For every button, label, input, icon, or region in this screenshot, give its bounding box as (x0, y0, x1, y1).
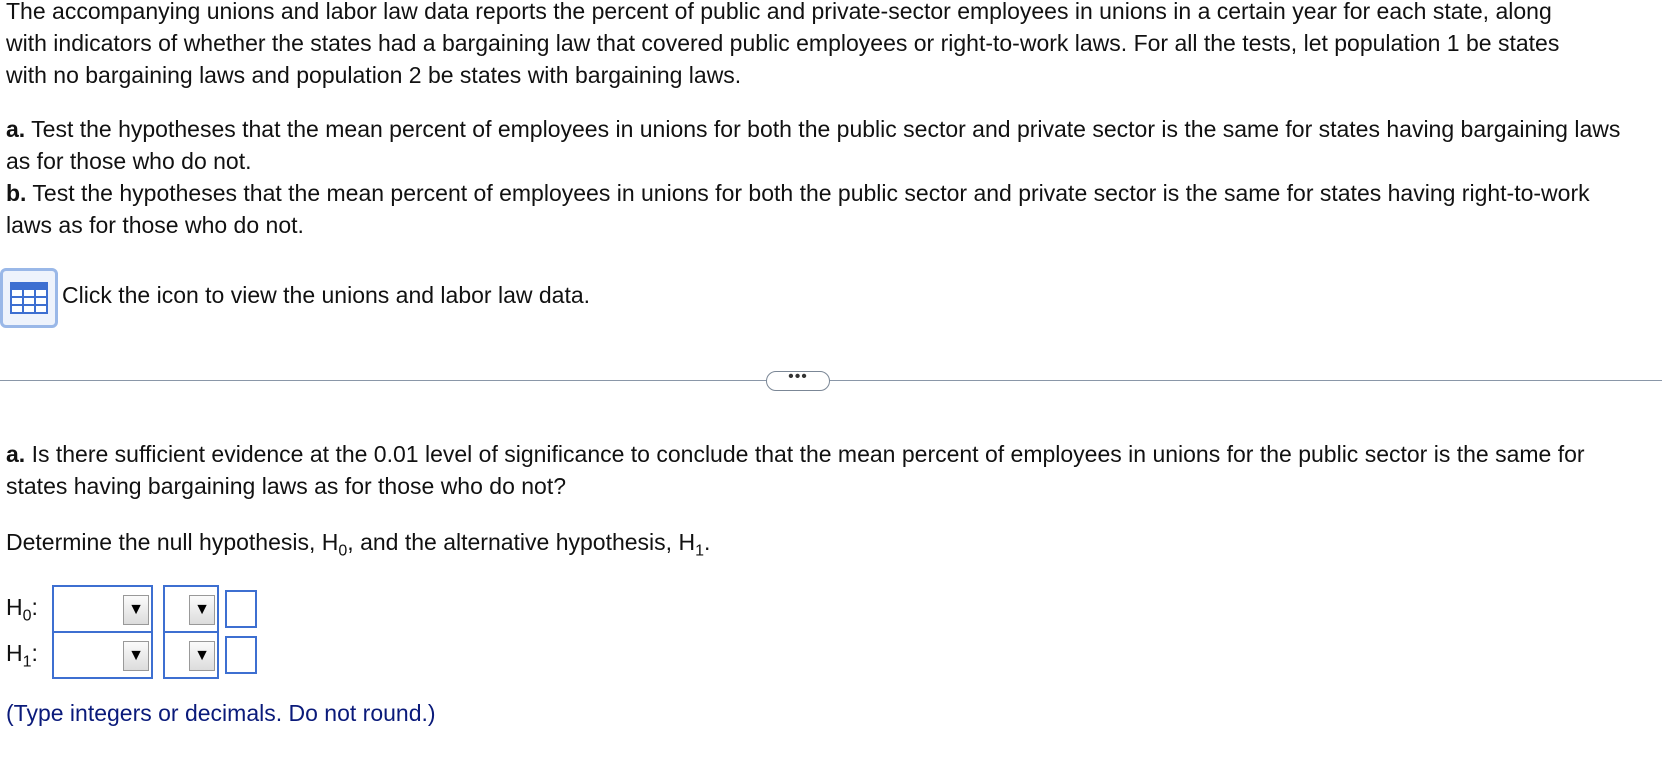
determine-suffix: . (703, 529, 711, 555)
part-a-label: a. (6, 116, 26, 142)
question-a-text: Is there sufficient evidence at the 0.01 level of significance to conclude that the mean percent of employees in unions for the public sector is the same for states having bargaining laws as for those who do not? (6, 441, 1585, 499)
determine-prefix: Determine the null hypothesis, H (6, 529, 339, 555)
determine-middle: , and the alternative hypothesis, H (347, 529, 696, 555)
problem-parts (6, 113, 1626, 241)
table-grid-icon[interactable] (0, 268, 58, 328)
h0-value-input[interactable] (225, 590, 257, 628)
h1-colon: : (31, 640, 38, 666)
answer-format-note: (Type integers or decimals. Do not round.) (6, 700, 436, 726)
h0-label-subscript: 0 (22, 607, 32, 625)
question-a (6, 438, 1646, 502)
h0-letter: H (6, 594, 23, 620)
expand-more-button[interactable]: ••• (766, 371, 830, 391)
data-link-text: Click the icon to view the unions and labor law data. (62, 282, 591, 308)
part-b-text: Test the hypotheses that the mean percent of employees in unions for both the public sector and private sector is the same for states having right-to-work laws as for those who do not. (6, 180, 1590, 238)
h1-value-input[interactable] (225, 636, 257, 674)
h0-colon: : (31, 594, 38, 620)
section-divider (0, 380, 1662, 381)
h0-subscript: 0 (338, 542, 348, 560)
h0-label (6, 591, 52, 623)
h1-label-subscript: 1 (22, 653, 32, 671)
h0-parameter-select[interactable] (52, 585, 153, 633)
h0-row (6, 585, 257, 633)
data-link (0, 268, 590, 328)
h1-parameter-select[interactable] (52, 631, 153, 679)
intro-text: The accompanying unions and labor law data reports the percent of public and private-sector employees in unions in a certain year for each state, along with indicators of whether the states had a bargaining law that covered public employees or right-to-work laws. For all the tests, let population 1 be states with no bargaining laws and population 2 be states with bargaining laws. (6, 0, 1560, 88)
h1-subscript: 1 (695, 542, 704, 560)
h1-label (6, 637, 52, 669)
question-a-label: a. (6, 441, 26, 467)
part-b-label: b. (6, 180, 27, 206)
part-a (6, 113, 1626, 177)
determine-instruction (6, 526, 710, 558)
part-a-text: Test the hypotheses that the mean percent of employees in unions for both the public sector and private sector is the same for states having bargaining laws as for those who do not. (6, 116, 1621, 174)
dropdown-arrow-icon[interactable]: ▼ (189, 595, 215, 625)
dropdown-arrow-icon[interactable]: ▼ (189, 641, 215, 671)
intro-paragraph (6, 0, 1566, 91)
h0-operator-select[interactable] (163, 585, 219, 633)
dropdown-arrow-icon[interactable]: ▼ (123, 641, 149, 671)
h1-operator-select[interactable] (163, 631, 219, 679)
dropdown-arrow-icon[interactable]: ▼ (123, 595, 149, 625)
part-b (6, 177, 1626, 241)
h1-letter: H (6, 640, 23, 666)
h1-row (6, 631, 257, 679)
